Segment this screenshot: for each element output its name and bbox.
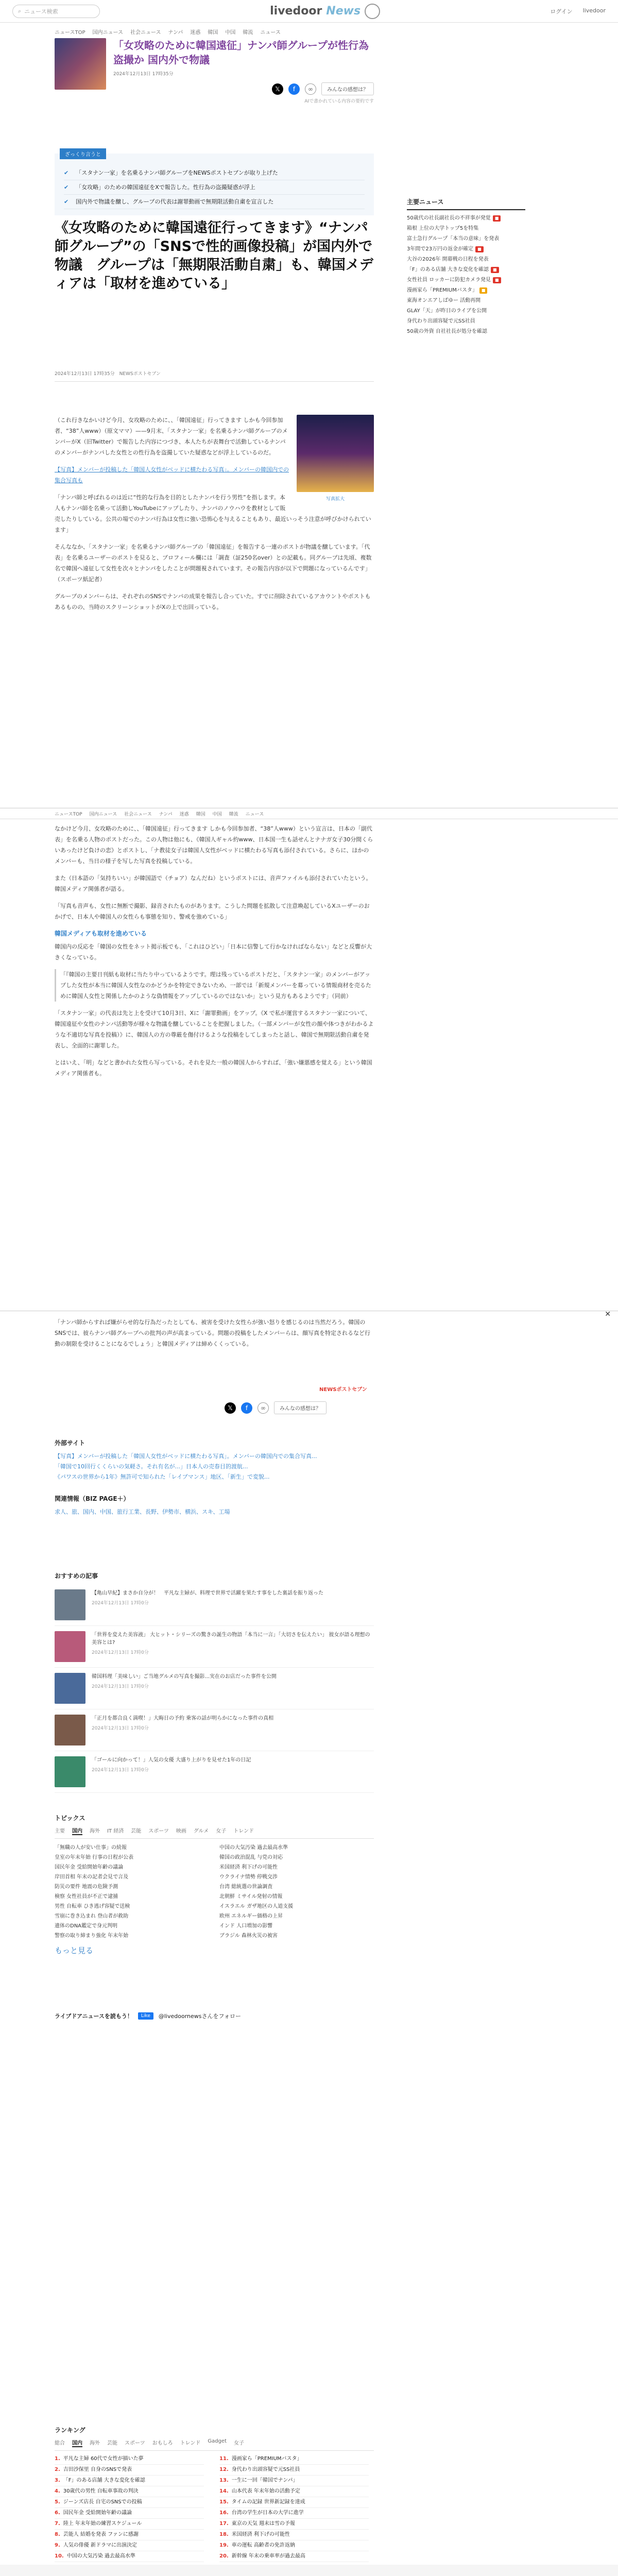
ranking-text: 吉田沙保里 自身のSNSで発表	[63, 2467, 132, 2472]
summary-item	[64, 195, 365, 209]
share-bar-bottom	[225, 1401, 327, 1414]
recommended-articles	[55, 1571, 374, 1793]
sticky-tab[interactable]: ナンパ	[159, 811, 173, 817]
rank-number: 18.	[219, 2532, 229, 2537]
ranking-tab[interactable]: 国内	[72, 2438, 82, 2447]
rank-number: 20.	[219, 2553, 229, 2559]
topic-tab[interactable]: 女子	[216, 1828, 227, 1834]
topics-tabs	[55, 1826, 374, 1839]
sticky-breadcrumb	[0, 808, 618, 819]
article-title: 「女攻略のために韓国遠征」ナンパ師グループが性行為盗撮か 国内外で物議	[113, 39, 369, 66]
rank-number: 8.	[55, 2532, 60, 2537]
ranking-item[interactable]	[55, 2530, 204, 2540]
rank-number: 1.	[55, 2456, 60, 2462]
fb-title: ライブドアニュースを読もう！	[55, 2013, 133, 2020]
topic-item[interactable]: 遺体のDNA鑑定で身元判明	[55, 1923, 118, 1929]
ranking-text: タイムの記録 世界新記録を達成	[231, 2499, 305, 2505]
recommend-thumbnail	[55, 1631, 85, 1662]
sidebar-list	[407, 213, 525, 337]
article-sub-meta: 2024年12月13日 17時35分 NEWSポストセブン	[55, 371, 161, 377]
ranking-text: 漫画家ら「PREMIUMバスタ」	[231, 2456, 302, 2462]
recommend-date: 2024年12月13日 17時0分	[92, 1768, 149, 1773]
sidebar-news-text: 箱根 上位の大学トップ5を特集	[407, 226, 479, 231]
reaction-button[interactable]: みんなの感想は？	[321, 82, 374, 95]
rank-number: 19.	[219, 2543, 229, 2548]
section-heading: 韓国メディアも取材を進めている	[55, 930, 147, 937]
ranking-item[interactable]	[55, 2508, 204, 2519]
search-box[interactable]	[12, 5, 100, 18]
livedoor-link[interactable]: livedoor	[582, 7, 606, 14]
ranking-item[interactable]	[219, 2486, 369, 2497]
paragraph: 韓国内の反応を「韓国の女性をネット掲示板でも、「これはひどい」「日本に信警して行かなければならない」などと反響が大きくなっている。	[55, 943, 372, 961]
section-title: 関連情報（BIZ PAGE＋）	[55, 1495, 130, 1502]
section-title: ランキング	[55, 2427, 85, 2434]
ranking-item[interactable]	[219, 2465, 369, 2476]
article-thumbnail	[55, 38, 106, 90]
ranking-text: 身代わり出頭容疑で元SS社員	[231, 2467, 300, 2472]
paragraph: 「スタナン一家」の代表は先と上を受けて10月3日、Xに「謝罪動画」をアップ。《X で私が運営するスタナン一家について、韓国遠征や女性のナンパ活動等が様々な物議を醸していることを把握しました。（一部メンバーが女性の顔や体つきがわかるような不適切な写真を投稿）》に、韓国人の方の尊厳を傷付けるような投稿をしてしまったと話し、韓国で無期限活動自粛を発表し、全面的に謝罪した。	[55, 1010, 374, 1049]
ranking-item[interactable]	[55, 2519, 204, 2530]
breadcrumb-item[interactable]: 韓国	[208, 30, 218, 36]
sticky-tab[interactable]: 国内ニュース	[89, 811, 117, 817]
summary-item	[64, 180, 365, 195]
recommend-title: 「ゴールに向かって！」人気の女優 大盛り上がりを見せた1年の日記	[92, 1757, 251, 1763]
ranking-text: 東京の天気 週末は雪の予報	[231, 2521, 295, 2527]
ranking-text: 芸能人 結婚を発表 ファンに感謝	[63, 2532, 139, 2537]
ranking-tab[interactable]: 総合	[55, 2441, 65, 2446]
external-link[interactable]: 【写真】メンバーが投稿した「韓国人女性がベッドに横たわる写真」。メンバーの韓国内での集合写真...	[55, 1453, 317, 1460]
sidebar-title: 主要ニュース	[407, 197, 525, 210]
ranking-text: 「F」のある店舗 大きな変化を確認	[63, 2478, 145, 2483]
paragraph: とはいえ、「明」などと書かれた女性ら写っている。それを見た一般の韓国人からすれば、「強い嫌悪感を覚える」という韓国メディア関係者も。	[55, 1059, 372, 1077]
rank-number: 10.	[55, 2553, 64, 2559]
topic-item[interactable]: 防災の要件 地震の危険予測	[55, 1884, 118, 1890]
related-tags[interactable]: 求人、旅、国内、中国、旅行工業、長野、伊勢市、横浜、スキ、工場	[55, 1509, 230, 1515]
sidebar-news-text: 身代わり出頭容疑で元SS社員	[407, 318, 475, 324]
topic-item[interactable]: 米国経済 利下げの可能性	[219, 1865, 278, 1870]
ranking-text: 陸上 年末年始の練習スケジュール	[63, 2521, 142, 2527]
follow-link[interactable]: @livedoornewsさんをフォロー	[158, 2013, 241, 2020]
sidebar-news-item[interactable]	[407, 234, 525, 244]
rank-number: 13.	[219, 2478, 229, 2483]
section-title: トピックス	[55, 1815, 85, 1822]
rank-number: 11.	[219, 2456, 229, 2462]
mascot-icon	[365, 4, 380, 19]
sticky-tab[interactable]: 迷惑	[179, 811, 189, 817]
reaction-button[interactable]: みんなの感想は？	[274, 1401, 327, 1414]
ad-divider	[0, 1311, 618, 1317]
link-copy-icon[interactable]: ∞	[305, 83, 316, 95]
source-credit[interactable]: NEWSポストセブン	[319, 1387, 367, 1393]
ranking-text: 中国の大気汚染 過去最高水準	[66, 2553, 135, 2559]
login-link[interactable]: ログイン	[550, 8, 573, 15]
topics-list-left	[55, 1843, 204, 1941]
sidebar-news-text: 富士急行グループ「本当の意味」を発表	[407, 236, 500, 242]
facebook-share-icon[interactable]: f	[241, 1402, 252, 1414]
sidebar-news-item[interactable]	[407, 213, 525, 224]
rank-number: 3.	[55, 2478, 60, 2483]
summary-text: 「女攻略」のための韓国遠征をXで報告した。性行為の盗撮疑惑が浮上	[76, 184, 255, 191]
summary-text: 国内外で物議を醸し、グループの代表は謝罪動画で無期限活動自粛を宣言した	[76, 198, 274, 205]
topic-tab[interactable]: 芸能	[131, 1828, 142, 1834]
rank-number: 2.	[55, 2467, 60, 2472]
photo-link[interactable]: 【写真】メンバーが投稿した「韓国人女性がベッドに横たわる写真」。メンバーの韓国内での集合写真も	[55, 466, 289, 484]
topic-item[interactable]: 欧州 エネルギー価格の上昇	[219, 1913, 283, 1919]
divider	[55, 381, 374, 382]
ranking-tab[interactable]: 海外	[90, 2441, 100, 2446]
topic-item[interactable]: 男性 自転車 ひき逃げ容疑で送検	[55, 1904, 130, 1909]
breadcrumb-item[interactable]: ニュース	[260, 30, 281, 36]
ranking-item[interactable]	[55, 2465, 204, 2476]
ranking-list-right	[219, 2454, 369, 2562]
check-icon: ✔	[64, 184, 69, 191]
recommend-thumbnail	[55, 1715, 85, 1745]
sidebar-news-text: 50歳代の社長副社長の不祥事が発覚	[407, 215, 491, 221]
ranking-text: 山本代表 年末年始の活動予定	[231, 2488, 300, 2494]
paragraph: また（日本語の「気持ちいい」が韓国語で（チョア）なんだね）というポストには、音声ファイルも添付されていたという。韓国メディア関係者が語る。	[55, 875, 372, 892]
external-link[interactable]: 《パワスの世界から1年》無許可で知られた「レイプマンス」地区、「新生」で変貌...	[55, 1473, 270, 1480]
ranking-text: 米国経済 利下げの可能性	[231, 2532, 290, 2537]
section-title: 外部サイト	[55, 1439, 85, 1447]
ranking-text: 車の運転 高齢者の免許返納	[231, 2543, 295, 2548]
sticky-tab[interactable]: 韓流	[229, 811, 238, 817]
news-badge: ■	[491, 267, 499, 273]
sidebar-news-item[interactable]	[407, 316, 525, 327]
news-badge: ■	[493, 215, 501, 222]
topic-item[interactable]: 検察 女性社員が不正で逮捕	[55, 1894, 118, 1900]
sidebar-news-item[interactable]	[407, 327, 525, 337]
ranking-tab[interactable]: スポーツ	[125, 2441, 145, 2446]
topic-item[interactable]: インド 人口増加の影響	[219, 1923, 273, 1929]
ranking-item[interactable]	[55, 2497, 204, 2508]
check-icon: ✔	[64, 170, 69, 176]
x-share-icon[interactable]: 𝕏	[225, 1402, 236, 1414]
summary-item	[64, 166, 365, 180]
breadcrumb	[0, 23, 618, 38]
recommend-title: 「世界を変えた美容液」 大ヒット・シリーズの驚きの誕生の物語「本当に一言」「大切さを伝えたい」 彼女が語る理想の美容とは?	[92, 1632, 370, 1646]
recommend-date: 2024年12月13日 17時0分	[92, 1684, 149, 1689]
search-icon: ⌕	[18, 7, 22, 14]
rank-number: 16.	[219, 2510, 229, 2516]
sidebar-news-text: 漫画家ら「PREMIUMバスタ」	[407, 287, 477, 293]
rank-number: 14.	[219, 2488, 229, 2494]
ranking-item[interactable]	[219, 2454, 369, 2465]
topic-item[interactable]: 「無職の人が安い仕事」の続報	[55, 1845, 127, 1851]
paragraph: （これ行きなかいけど今月、女攻略のために、、「韓国遠征」行ってきます しかも今回参加者、“38”人www）（原文ママ）——9月末、「スタナン一家」を名乗るナンパ師グループのメンバーがX（旧Twitter）で報告した内容につづき、本人たちが表舞台で活動しているナンパのメンバーがナンパした女性との性行為を盗撮していた疑惑などが浮上しているのだ。	[55, 417, 288, 456]
summary-box	[55, 154, 374, 215]
ranking-item[interactable]	[55, 2476, 204, 2486]
rank-number: 12.	[219, 2467, 229, 2472]
news-badge: ■	[493, 277, 501, 283]
ranking-text: 台湾の学生が日本の大学に進学	[231, 2510, 304, 2516]
article-date: 2024年12月13日 17時35分	[113, 72, 174, 77]
ranking-text: ジーンズ店長 自宅のSNSでの投稿	[63, 2499, 142, 2505]
recommend-item[interactable]	[55, 1668, 374, 1709]
paragraph: なかけど今月、女攻略のために、、「韓国遠征」行ってきます しかも今回参加者、“38”人www）という宣言は、日本の「副代表」を名乗る人物のポストだった。この人物は他にも、《韓国人ギャル約www、日本国一生も話せんとナナガ女子30分間くらいあったけど負けの恋》とポストし、「ナ教徒女子は韓国人女性がベッドに横たわる写真も添付されている。さらに、ほかのメンバーも、当日の様子を写した写真を投稿している。	[55, 825, 373, 865]
recommend-thumbnail	[55, 1673, 85, 1704]
topic-tab[interactable]: 映画	[176, 1828, 186, 1834]
topic-tab[interactable]: 海外	[90, 1828, 100, 1834]
related-info	[55, 1494, 374, 1517]
breadcrumb-item[interactable]: 韓流	[243, 30, 253, 36]
quote-block: 「『韓国の主要日刊紙も取材に当たり中っているようです。理は残っているポストだと、「スタナン一家」のメンバーがアップした女性が本当に韓国人女性なのかどうかを特定できないため、一部では「新規メンバーを募っている情報商材を売るために韓国人女性と関係したかのような偽情報をアップしているのではないか」という見方もあるようです」（同前）	[55, 969, 374, 1002]
sidebar-news-text: 50歳の外資 自社社長が処分を確認	[407, 329, 487, 334]
recommend-date: 2024年12月13日 17時0分	[92, 1650, 149, 1655]
sidebar-news-item[interactable]	[407, 306, 525, 316]
ranking-item[interactable]	[219, 2530, 369, 2540]
ranking-item[interactable]	[219, 2519, 369, 2530]
article-body-continued	[55, 823, 374, 1085]
ranking-item[interactable]	[55, 2486, 204, 2497]
paragraph: 「ナンパ師からすれば嫌がらせ的な行為だったとしても、被害を受けた女性らが強い怒りを感じるのは当然だろう。韓国のSNSでは、彼らナンパ師グループへの批判の声が高まっている。問題の投稿をしたメンバーらは、顔写真を特定されるなど行動の制限を受けることになるでしょう」と韓国メディアは締めくくっている。	[55, 1319, 370, 1347]
check-icon: ✔	[64, 198, 69, 205]
ranking-text: 平凡な主婦 60代で女性が描いた夢	[63, 2456, 144, 2462]
sidebar-news-text: GLAY「天」が昨日のライブを公開	[407, 308, 487, 314]
ai-note: AIで書かれている内容の要約です	[304, 99, 374, 104]
sidebar-news-text: 3年間で23万円の返金が確定	[407, 246, 474, 252]
breadcrumb-item[interactable]: ナンパ	[168, 30, 183, 36]
topics-section	[55, 1814, 374, 1956]
recommend-thumbnail	[55, 1756, 85, 1787]
close-icon[interactable]: ✕	[605, 1310, 611, 1318]
photo-image	[297, 415, 374, 492]
ranking-item[interactable]	[55, 2551, 204, 2562]
topic-item[interactable]: 皇室の年末年始 行事の日程が公表	[55, 1855, 134, 1860]
facebook-share-icon[interactable]: f	[288, 83, 300, 95]
search-placeholder: ニュース検索	[24, 8, 58, 15]
sidebar-news-item[interactable]	[407, 244, 525, 255]
ranking-tabs	[55, 2438, 374, 2451]
sidebar-news-item[interactable]	[407, 224, 525, 234]
paragraph: グループのメンバーらは、それぞれのSNSでナンパの成果を報告し合っていた。すでに削除されているアカウントやポストもあるものの、当時のスクリーンショットがXの上で出回っている。	[55, 593, 371, 611]
more-link[interactable]: もっと見る	[55, 1946, 94, 1955]
ranking-tab[interactable]: おもしろ	[152, 2441, 173, 2446]
sticky-tab[interactable]: 中国	[212, 811, 222, 817]
recommend-date: 2024年12月13日 17時0分	[92, 1726, 149, 1731]
sidebar-news-item[interactable]	[407, 285, 525, 296]
site-logo[interactable]	[270, 4, 380, 19]
summary-text: 「スタナン一家」を名乗るナンパ師グループをNEWSポストセブンが取り上げた	[76, 170, 278, 176]
topic-item[interactable]: 韓国の政治混乱 与党の対応	[219, 1855, 283, 1860]
topic-item[interactable]: ブラジル 森林火災の被害	[219, 1933, 278, 1939]
rank-number: 9.	[55, 2543, 60, 2548]
sidebar-news-item[interactable]	[407, 296, 525, 306]
topic-item[interactable]: 雪崩に巻き込まれ 登山者が救助	[55, 1913, 129, 1919]
ranking-item[interactable]	[219, 2551, 369, 2562]
site-header	[0, 0, 618, 23]
sidebar-news-text: 女性社員 ロッカーに防犯カメラ発見	[407, 277, 491, 283]
ranking-text: 一生に一回「韓国でナンパ」	[231, 2478, 298, 2483]
ranking-text: 30歳代の男性 自転車事故の判決	[63, 2488, 139, 2494]
like-button[interactable]: Like	[138, 2012, 153, 2020]
sidebar-news-item[interactable]	[407, 255, 525, 265]
ranking-text: 人気の俳優 新ドラマに出演決定	[63, 2543, 137, 2548]
article-header	[55, 38, 374, 90]
recommend-thumbnail	[55, 1589, 85, 1620]
rank-number: 6.	[55, 2510, 60, 2516]
ranking-item[interactable]	[55, 2540, 204, 2551]
topic-item[interactable]: ウクライナ情勢 停戦交渉	[219, 1874, 278, 1880]
topic-tab[interactable]: トレンド	[233, 1828, 254, 1834]
breadcrumb-item[interactable]: 迷惑	[190, 30, 201, 36]
x-share-icon[interactable]: 𝕏	[272, 83, 283, 95]
photo-caption[interactable]: 写真拡大	[325, 497, 345, 502]
sticky-tab[interactable]: ニュースTOP	[55, 811, 82, 817]
topic-tab[interactable]: IT 経済	[107, 1828, 124, 1834]
recommend-date: 2024年12月13日 17時0分	[92, 1601, 149, 1606]
ranking-tab[interactable]: Gadget	[208, 2438, 227, 2444]
topic-tab[interactable]: グルメ	[193, 1828, 209, 1834]
sidebar-news-item[interactable]	[407, 265, 525, 275]
paragraph: 「ナンパ師と呼ばれるのは近に“性的な行為を目的としたナンパを行う男性”を指します。本人もナンパ師を名乗って活動しYouTubeにアップしたり、ナンパのノウハウを教材として販売したりしている。公共の場でのナンパ行為は女性に強い恐怖心を与えることもあり、最近いっそう注意が呼びかけられています」	[55, 494, 371, 533]
rank-number: 15.	[219, 2499, 229, 2505]
topic-item[interactable]: 台湾 総統選の世論調査	[219, 1884, 273, 1890]
ranking-text: 国民年金 受給開始年齢の議論	[63, 2510, 132, 2516]
topics-list-right	[219, 1843, 369, 1941]
ranking-item[interactable]	[219, 2508, 369, 2519]
sticky-tab[interactable]: 韓国	[196, 811, 205, 817]
topic-item[interactable]: 国民年金 受給開始年齢の議論	[55, 1865, 124, 1870]
recommend-item[interactable]	[55, 1709, 374, 1751]
topic-item[interactable]: 警察の取り締まり強化 年末年始	[55, 1933, 129, 1939]
breadcrumb-item[interactable]: 社会ニュース	[130, 30, 161, 36]
breadcrumb-item[interactable]: 国内ニュース	[92, 30, 124, 36]
brand-text: livedoor	[270, 5, 322, 18]
sidebar-news-text: 大谷の2026年 開幕戦の日程を発表	[407, 257, 489, 262]
ranking-text: 新幹線 年末の乗車率が過去最高	[231, 2553, 305, 2559]
news-badge: ■	[479, 287, 488, 294]
recommend-item[interactable]	[55, 1584, 374, 1626]
brand-news-text: News	[326, 5, 361, 18]
sidebar-news-text: 東海オンエアしばゆー 活動再開	[407, 298, 481, 303]
paragraph: 「写真も音声も、女性に無断で撮影、録音されたものがあります。こうした問題を拡散して注意喚起しているXユーザーのおかげで、日本人や韓国人の女性らも事態を知り、警戒を強めている」	[55, 903, 370, 920]
breadcrumb-item[interactable]: 中国	[225, 30, 236, 36]
topic-item[interactable]: 北朝鮮 ミサイル発射の情報	[219, 1894, 283, 1900]
ranking-item[interactable]	[55, 2454, 204, 2465]
rank-number: 7.	[55, 2521, 60, 2527]
article-photo[interactable]	[297, 415, 374, 505]
sidebar-news-text: 「F」のある店舗 大きな変化を確認	[407, 267, 489, 273]
rank-number: 4.	[55, 2488, 60, 2494]
recommend-item[interactable]	[55, 1751, 374, 1793]
recommend-title: 【亀山早紀】まさか自分が！ 平凡な主婦が、料理で世界で活躍を果たす事をした裏話を振り返った	[92, 1590, 323, 1596]
topic-item[interactable]: イスラエル ガザ地区の人道支援	[219, 1904, 294, 1909]
recommend-list	[55, 1584, 374, 1793]
paragraph: そんななか、「スタナン一家」を名乗るナンパ師グループの「韓国遠征」を報告する一連のポストが物議を醸しています。「代表」を名乗るユーザーのポストを見ると、プロフィール欄には「調査（証250名over）との記載も。同グループは先頃、複数名で韓国へ遠征して女性を次々とナンパをしたことが問題視されています。その報告内容が以下で問題になっているんです」（スポーツ紙記者）	[55, 544, 372, 583]
topic-item[interactable]: 中国の大気汚染 過去最高水準	[219, 1845, 288, 1851]
ranking-item[interactable]	[219, 2476, 369, 2486]
article-headline: 《女攻略のために韓国遠征行ってきます》“ナンパ師グループ”の「SNSで性的画像投稿」が国内外で物議 グループは「無期限活動自粛」も、韓国メディアは「取材を進めている」	[55, 220, 373, 292]
link-copy-icon[interactable]: ∞	[258, 1402, 269, 1414]
article-body-end	[55, 1317, 374, 1349]
topic-tab[interactable]: 国内	[72, 1826, 82, 1835]
facebook-section	[55, 2012, 374, 2020]
header-links	[550, 7, 606, 15]
rank-number: 5.	[55, 2499, 60, 2505]
sidebar-news-item[interactable]	[407, 275, 525, 285]
ranking-tab[interactable]: トレンド	[180, 2441, 201, 2446]
topic-item[interactable]: 岸田首相 年末の記者会見で言及	[55, 1874, 129, 1880]
rank-number: 17.	[219, 2521, 229, 2527]
ranking-tab[interactable]: 女子	[234, 2441, 245, 2446]
ranking-item[interactable]	[219, 2497, 369, 2508]
external-sites	[55, 1438, 374, 1482]
section-title: おすすめの記事	[55, 1572, 98, 1580]
topic-tab[interactable]: スポーツ	[148, 1828, 169, 1834]
summary-tag: ざっくり言うと	[60, 148, 106, 159]
recommend-title: 「正月を都合良く満喫！」大晦日の予約 乗客の話が明らかになった事件の真相	[92, 1716, 274, 1721]
sticky-tab[interactable]: 社会ニュース	[124, 811, 152, 817]
ranking-list-left	[55, 2454, 204, 2562]
news-badge: ■	[475, 246, 484, 252]
ranking-section	[55, 2426, 374, 2562]
article-body	[55, 415, 374, 619]
external-link[interactable]: 「韓国で10回行くくらいの気軽さ。それ有名が...」日本人の売春目的渡航...	[55, 1463, 248, 1470]
site-footer	[0, 2565, 618, 2576]
sidebar-main-news	[407, 197, 525, 337]
topic-tab[interactable]: 主要	[55, 1828, 65, 1834]
sticky-tab[interactable]: ニュース	[245, 811, 264, 817]
recommend-item[interactable]	[55, 1626, 374, 1668]
ranking-tab[interactable]: 芸能	[107, 2441, 117, 2446]
ranking-item[interactable]	[219, 2540, 369, 2551]
breadcrumb-item[interactable]: ニュースTOP	[55, 30, 85, 36]
recommend-title: 韓国料理「美味しい」ご当地グルメの写真を撮影...実在のお店だった事件を公開	[92, 1674, 277, 1680]
